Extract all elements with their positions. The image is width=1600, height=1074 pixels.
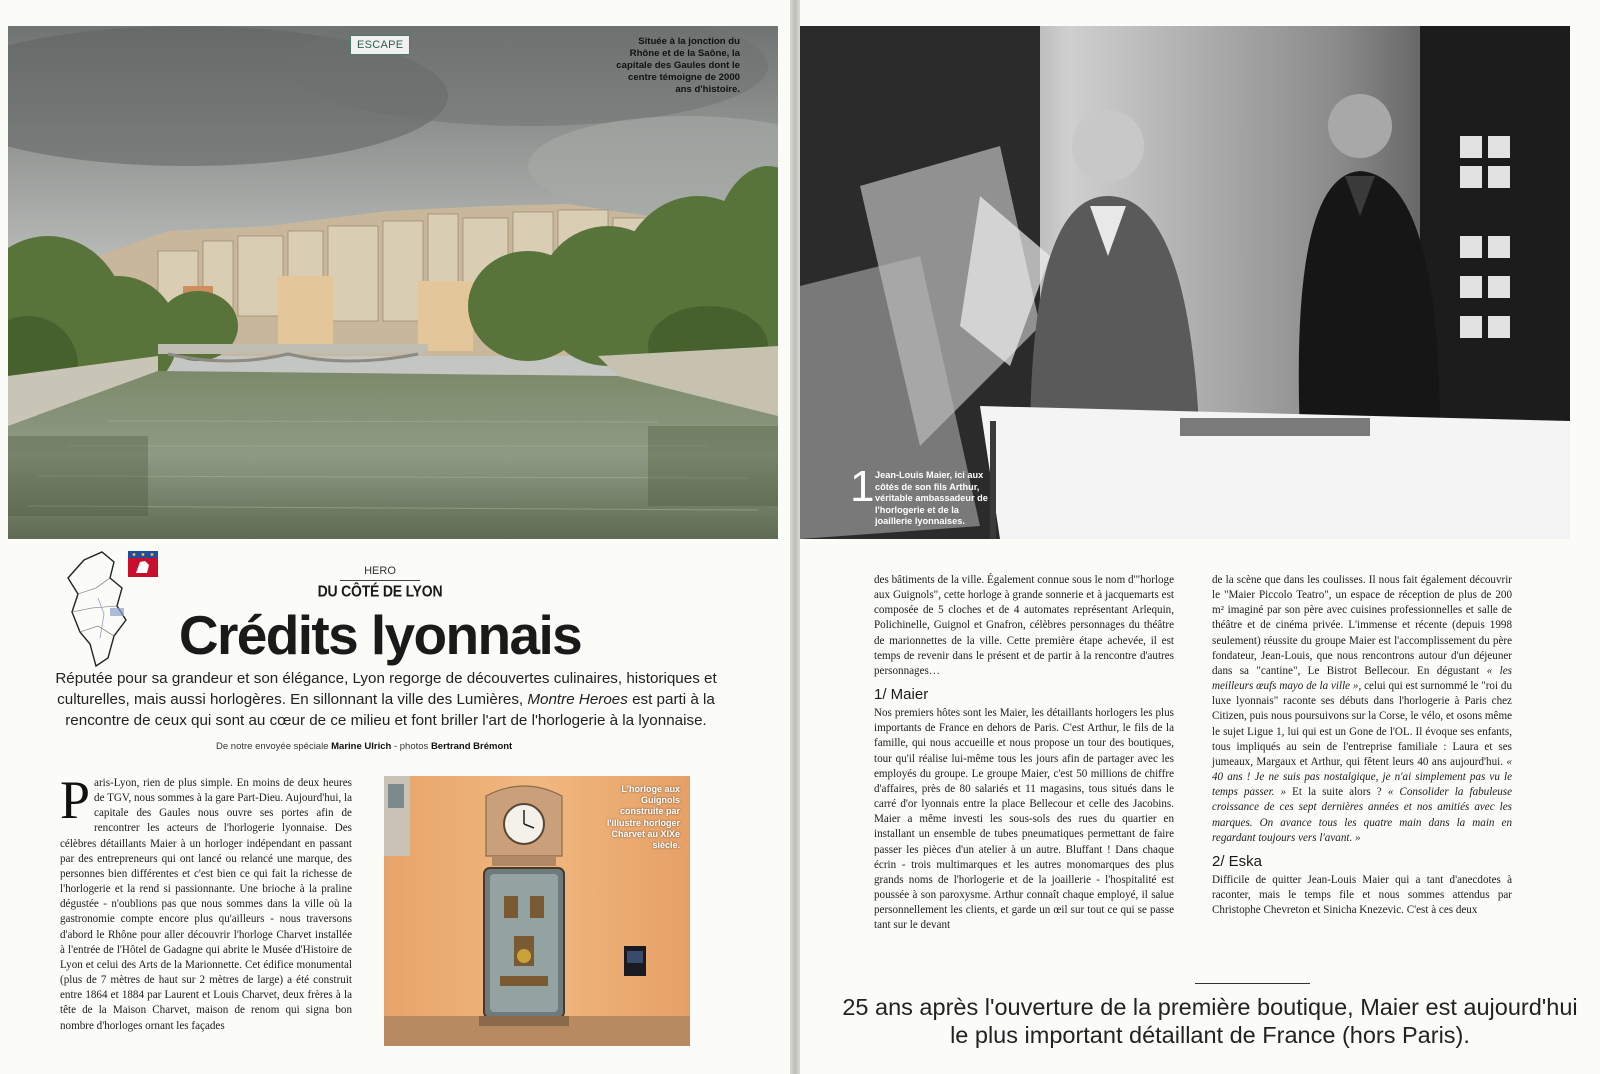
standfirst-part-a: Réputée pour sa grandeur et son élégance, Lyon regorge de découvertes culinaires, historiques et culturelles, mais aussi horlogères. En sillonnant la ville des Lumières, — [55, 670, 717, 708]
text-run: , celui qui est surnommé le "roi du luxe lyonnais" raconte ses débuts dans l'horlogerie à Paris chez Citizen, puis nous poursuivons sur la Corse, le vélo, et osons même le sujet Ligue 1, lui qui est un Gone de l'OL. Il évoque ses enfants, tous impliqués au sein de l'entreprise familiale : Laura et ses jumeaux, Margaux et Arthur, qui fêtent leurs 40 ans aujourd'hui. — [1212, 680, 1512, 768]
body-paragraph: aris-Lyon, rien de plus simple. En moins de deux heures de TGV, nous sommes à la gare Part-Dieu. Aujourd'hui, la capitale des Gaules nous ouvre ses portes afin de rencontrer les acteurs de l'horlogerie lyonnaise. Des célèbres détaillants Maier à un horloger indépendant en passant par des entrepreneurs qui ont lancé ou relancé une marque, des personnes bien différentes et c'est bien ce qui fait la richesse de l'horlogerie et la rend si passionnante. Une brioche à la praline dégustée - n'oublions pas que nous sommes dans la ville où la gastronomie compte encore plus qu'ailleurs - nous traversons d'abord le Rhône pour aller découvrir l'horloge Charvet installée à l'entrée de l'Hôtel de Gadagne qui abrite le Musée d'Histoire de Lyon et celui des Arts de la Marionnette. Cet édifice monumental (plus de 7 mètres de haut sur 2 mètres de large) a été construit entre 1864 et 1884 par Laurent et Louis Charvet, deux frères à la tête de la Maison Charvet, maison de renom qui signa bon nombre d'horloges ornant les façades — [60, 777, 352, 1032]
clock-photo-caption: L'horloge aux Guignols construite par l'illustre horloger Charvet au XIXe siècle. — [606, 784, 680, 851]
body-paragraph — [1212, 573, 1512, 846]
lyon-coat-of-arms-icon — [128, 551, 158, 577]
text-run: Et la suite alors ? — [1292, 786, 1382, 799]
standfirst-magazine-name: Montre Heroes — [527, 691, 628, 708]
body-column-left — [60, 770, 352, 1034]
body-paragraph: des bâtiments de la ville. Également connue sous le nom d'"horloge aux Guignols", cette horloge à grande sonnerie et à jacquemarts est composée de 5 cloches et de 4 automates représentant Arlequin, Polichinelle, Guignol et Gnafron, célèbres personnages du théâtre de marionnettes de la ville. Cette première étape achevée, il est temps de revenir dans le présent et de partir à la rencontre d'autres personnages… — [874, 574, 1174, 677]
section-tag: ESCAPE — [350, 35, 410, 55]
portrait-photo-caption: Jean-Louis Maier, ici aux côtés de son fils Arthur, véritable ambassadeur de l'horlogerie et de la joaillerie lyonnaises. — [875, 470, 988, 527]
standfirst-part-b: est parti à la rencontre de ceux qui sont au cœur de ce milieu et font briller l'art de l'horlogerie à la lyonnaise. — [65, 691, 715, 729]
pullquote: 25 ans après l'ouverture de la première boutique, Maier est aujourd'hui le plus important détaillant de France (hors Paris). — [842, 994, 1578, 1048]
quote-run: « 40 ans ! Je ne suis pas nostalgique, je n'ai simplement pas vu le temps passer. » — [1212, 755, 1512, 799]
rubric: DU CÔTÉ DE LYON — [317, 581, 443, 601]
text-run: de la scène que dans les coulisses. Il nous fait également découvrir le "Maier Piccolo Teatro", un espace de réception de plus de 200 m² imaginé par son père avec cuisines professionnelles et salle de théâtre et de cinéma privée. L'immense et récente (depuis 1998 seulement) réussite du groupe Maier est l'accomplissement du père fondateur, Jean-Louis, que nous rencontrons autour d'un déjeuner dans sa "cantine", Le Bistrot Bellecour. En dégustant — [1212, 574, 1512, 677]
quote-run: « les meilleurs œufs mayo de la ville » — [1212, 664, 1512, 693]
body-column-right-2 — [1212, 573, 1512, 918]
section-title-eska: 2/ Eska — [1212, 852, 1263, 870]
body-paragraph: Difficile de quitter Jean-Louis Maier qui a tant d'anecdotes à raconter, mais le temps file et nous sommes attendus par Christophe Chevreton et Sinicha Knezevic. C'est à ces deux — [1212, 873, 1512, 917]
page-gutter — [790, 0, 800, 1074]
byline-separator: - photos — [393, 741, 429, 752]
byline — [216, 741, 636, 752]
right-page — [800, 0, 1600, 1074]
drop-cap: P — [60, 770, 91, 830]
byline-photographer: Bertrand Brémont — [430, 741, 513, 752]
section-title-maier: 1/ Maier — [874, 686, 929, 704]
photo-number: 1 — [850, 462, 875, 511]
left-page — [0, 0, 790, 1074]
body-column-right-1 — [874, 573, 1174, 933]
body-paragraph: Nos premiers hôtes sont les Maier, les détaillants horlogers les plus importants de France en dehors de Paris. C'est Arthur, le fils de la famille, qui nous accueille et nous propose un tour des boutiques, tour qu'il réalise lui-même tous les jours afin de partager avec les employés du groupe. Le groupe Maier, c'est 50 millions de chiffre d'affaires, près de 80 salariés et 11 magasins, tous situés dans le carré d'or lyonnais entre la place Bellecour et celle des Jacobins. Maier a même investi les sous-sols des rues du quartier en installant un ensemble de tubes pneumatiques permettant de faire passer les pièces d'un atelier à un autre. Bluffant ! Dans chaque écrin - trois multimarques et les autres monomarques des plus grands noms de l'horlogerie et de la joaillerie - l'hospitalité est poussée à son paroxysme. Arthur connaît chaque employé, il salue personnellement les clients, et garde un œil sur tout ce qui se passe tant sur le devant — [874, 707, 1174, 932]
lyon-photo-caption: Située à la jonction du Rhône et de la Saône, la capitale des Gaules dont le centre témoigne de 2000 ans d'histoire. — [616, 36, 740, 95]
maier-portrait-photo — [800, 26, 1570, 539]
kicker: HERO — [364, 565, 396, 577]
quote-run: « Consolider la fabuleuse croissance de ces sept dernières années et nos amitiés avec les marques. On avance tous les quatre main dans la main en regardant toujours vers l'avant. » — [1212, 786, 1513, 844]
lyon-river-photo — [8, 26, 778, 539]
pullquote-divider — [1195, 983, 1310, 984]
standfirst — [36, 668, 736, 731]
article-headline: Crédits lyonnais — [178, 604, 582, 666]
byline-author: Marine Ulrich — [331, 741, 392, 752]
byline-prefix: De notre envoyée spéciale — [216, 741, 329, 752]
